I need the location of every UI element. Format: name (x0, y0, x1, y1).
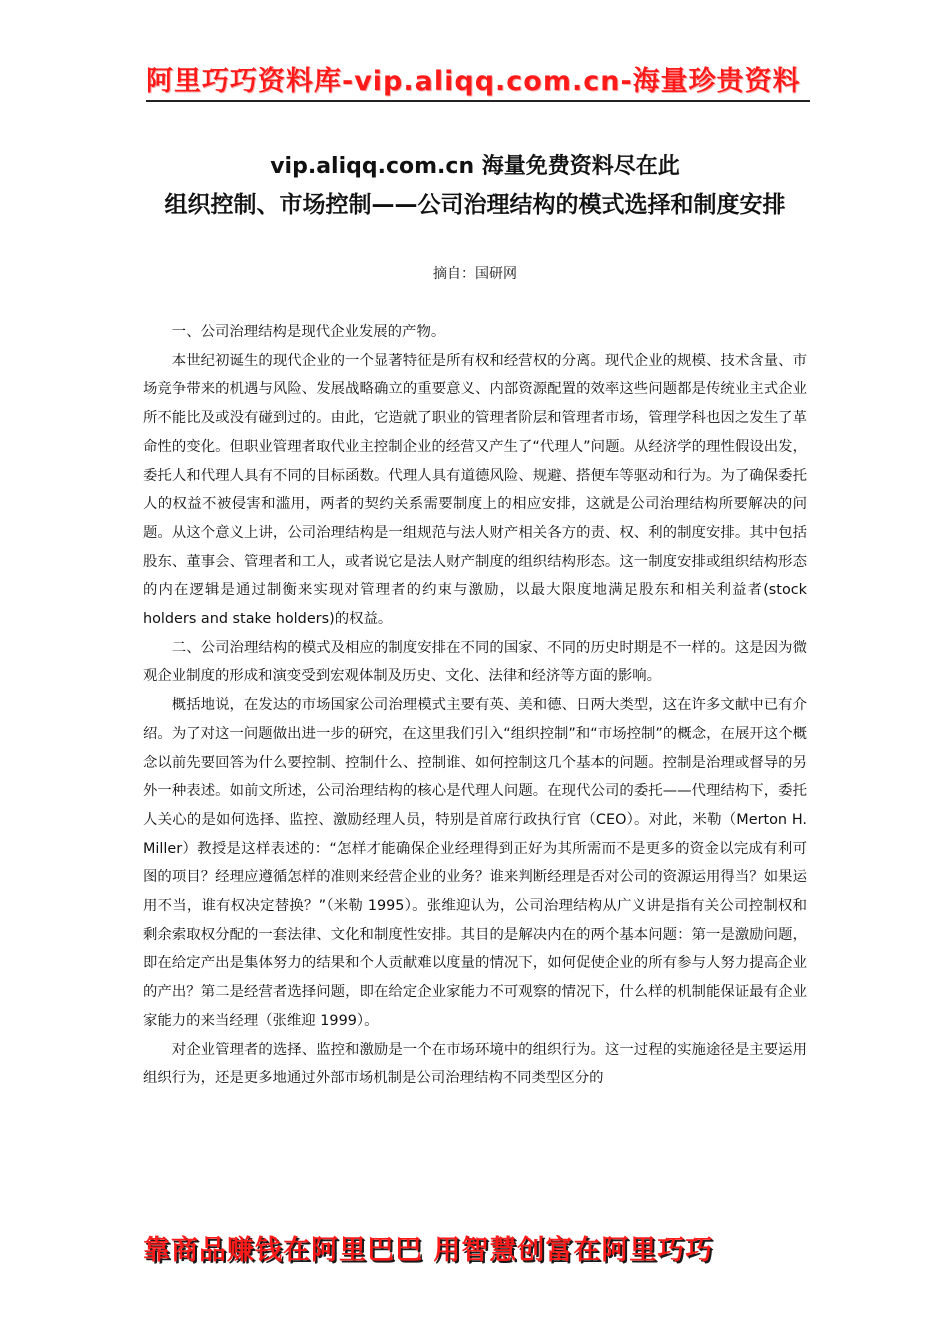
site-header-line: vip.aliqq.com.cn 海量免费资料尽在此 (270, 154, 680, 179)
paragraph: 对企业管理者的选择、监控和激励是一个在市场环境中的组织行为。这一过程的实施途径是主要运用组织行为，还是更多地通过外部市场机制是公司治理结构不同类型区分的 (143, 1041, 807, 1087)
article-source: 摘自：国研网 (433, 266, 517, 282)
article-title: 组织控制、市场控制——公司治理结构的模式选择和制度安排 (164, 192, 786, 218)
paragraph-section-1-heading: 一、公司治理结构是现代企业发展的产物。 (171, 324, 446, 340)
bottom-banner: 靠商品赚钱在阿里巴巴 用智慧创富在阿里巧巧 (143, 1235, 714, 1266)
article-body (143, 318, 807, 1093)
paragraph-section-2-heading: 二、公司治理结构的模式及相应的制度安排在不同的国家、不同的历史时期是不一样的。这是因为微观企业制度的形成和演变受到宏观体制及历史、文化、法律和经济等方面的影响。 (143, 639, 807, 685)
paragraph: 概括地说，在发达的市场国家公司治理模式主要有英、美和德、日两大类型，这在许多文献中已有介绍。为了对这一问题做出进一步的研究，在这里我们引入“组织控制”和“市场控制”的概念，在展开这个概念以前先要回答为什么要控制、控制什么、控制谁、如何控制这几个基本的问题。控制是治理或督导的另外一种表述。如前文所述，公司治理结构的核心是代理人问题。在现代公司的委托——代理结构下，委托人关心的是如何选择、监控、激励经理人员，特别是首席行政执行官（CEO）。对此，米勒（Merton H. Miller）教授是这样表述的：“怎样才能确保企业经理得到正好为其所需而不是更多的资金以完成有利可图的项目？经理应遵循怎样的准则来经营企业的业务？谁来判断经理是否对公司的资源运用得当？如果运用不当，谁有权决定替换？”（米勒 1995）。张维迎认为，公司治理结构从广义讲是指有关公司控制权和剩余索取权分配的一套法律、文化和制度性安排。其目的是解决内在的两个基本问题：第一是激励问题，即在给定产出是集体努力的结果和个人贡献难以度量的情况下，如何促使企业的所有参与人努力提高企业的产出？第二是经营者选择问题，即在给定企业家能力不可观察的情况下，什么样的机制能保证最有企业家能力的来当经理（张维迎 1999）。 (143, 697, 807, 1029)
top-banner: 阿里巧巧资料库-vip.aliqq.com.cn-海量珍贵资料 (146, 66, 801, 97)
banner-divider (146, 100, 810, 102)
paragraph: 本世纪初诞生的现代企业的一个显著特征是所有权和经营权的分离。现代企业的规模、技术含量、市场竞争带来的机遇与风险、发展战略确立的重要意义、内部资源配置的效率这些问题都是传统业主式企业所不能比及或没有碰到过的。由此，它造就了职业的管理者阶层和管理者市场，管理学科也因之发生了革命性的变化。但职业管理者取代业主控制企业的经营又产生了“代理人”问题。从经济学的理性假设出发，委托人和代理人具有不同的目标函数。代理人具有道德风险、规避、搭便车等驱动和行为。为了确保委托人的权益不被侵害和滥用，两者的契约关系需要制度上的相应安排，这就是公司治理结构所要解决的问题。从这个意义上讲，公司治理结构是一组规范与法人财产相关各方的责、权、利的制度安排。其中包括股东、董事会、管理者和工人，或者说它是法人财产制度的组织结构形态。这一制度安排或组织结构形态的内在逻辑是通过制衡来实现对管理者的约束与激励，以最大限度地满足股东和相关利益者(stock holders and stake holders)的权益。 (143, 352, 807, 628)
